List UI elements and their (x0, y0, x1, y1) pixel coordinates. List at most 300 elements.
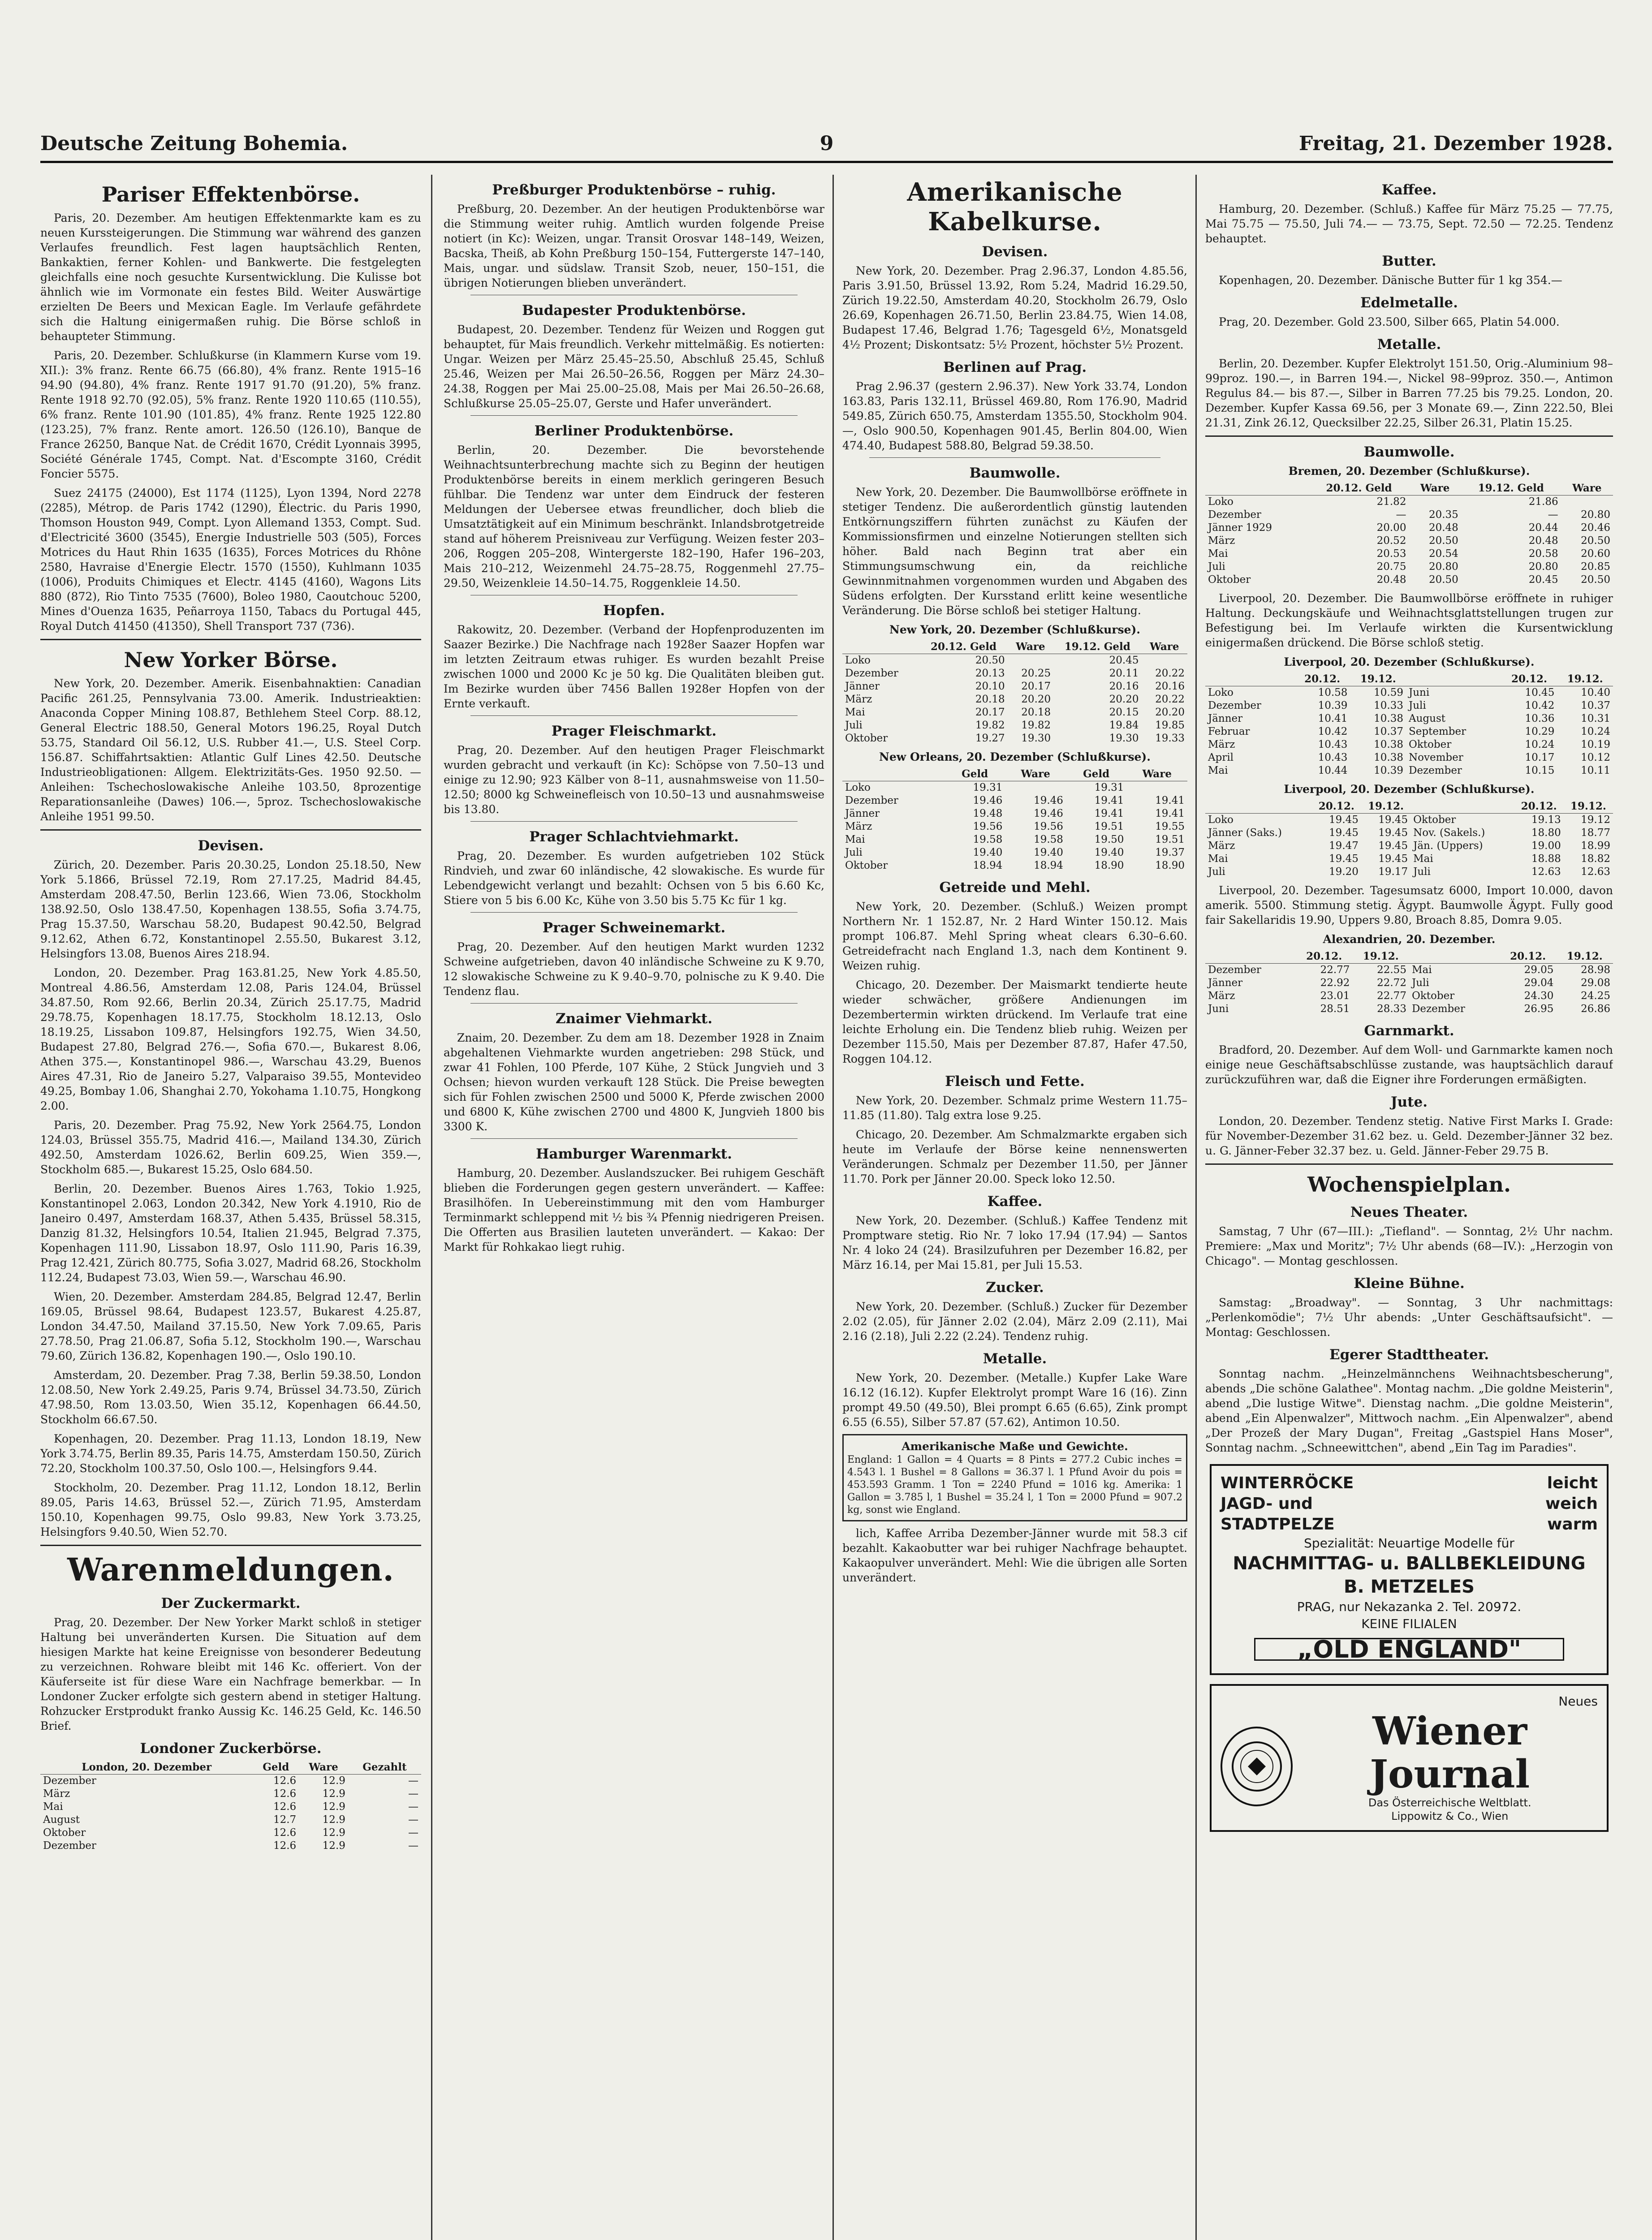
table-cell: 12.9 (322, 1827, 345, 1839)
table-cell: Jänner 1929 (1208, 522, 1272, 534)
article-paragraph: Prag, 20. Dezember. Auf den heutigen Markt wurden 1232 Schweine aufgetrieben, davon 40 inländische Schweine zu K 9.70, 12 slowakische Schweine zu K 9.40–9.70, polnische zu K 9.40. Die Tendenz flau. (444, 940, 824, 998)
liverpool-egypt-table-body (1205, 814, 1613, 879)
table-cell: — (408, 1788, 418, 1800)
table-cell: 22.92 (1320, 977, 1350, 989)
table-cell: 19.51 (1155, 834, 1185, 845)
table-cell: 10.45 (1525, 687, 1555, 698)
table-row (1205, 521, 1613, 534)
journal-publisher: Lippowitz & Co., Wien (1391, 1810, 1509, 1822)
table-cell: 20.58 (1528, 548, 1558, 560)
table-cell: 18.94 (1034, 860, 1063, 871)
section-heading-baumwolle: Baumwolle. (1363, 444, 1455, 460)
table-header: London, 20. Dezember (40, 1760, 253, 1775)
table-cell: 10.11 (1581, 765, 1610, 776)
table-cell: 12.9 (322, 1788, 345, 1800)
section-heading-znaim: Znaimer Viehmarkt. (555, 1011, 713, 1027)
table-cell: Oktober (1413, 814, 1456, 826)
table-cell: — (408, 1827, 418, 1839)
table-cell: 10.29 (1525, 726, 1555, 737)
section-heading-berlin: Berliner Produktenbörse. (534, 423, 734, 439)
table-cell: Dezember (43, 1775, 96, 1787)
table-header: 20.12. Geld (1309, 481, 1409, 495)
table-row (1205, 964, 1613, 977)
table-row (1205, 573, 1613, 586)
table-cell: 26.95 (1524, 1003, 1554, 1015)
section-heading-baumwolle: Baumwolle. (969, 465, 1061, 481)
measures-text: England: 1 Gallon = 4 Quarts = 8 Pints = 277.2 Cubic inches = 4.543 l. 1 Bushel = 8 Gallons = 36.37 l. 1 Pfund Avoir du pois = 453.593 Gramm. 1 Ton = 2240 Pfund = 1016 kg. Amerika: 1 Gallon = 3.785 l, 1 Bushel = 35.24 l, 1 Ton = 2000 Pfund = 907.2 kg, sonst wie England. (847, 1454, 1182, 1516)
table-cell: Juli (1411, 977, 1429, 989)
table-cell: 19.45 (1378, 840, 1408, 852)
column-rule (431, 175, 432, 2240)
table-cell: 20.85 (1581, 561, 1610, 573)
table-cell: 20.52 (1376, 535, 1406, 547)
table-cell: 23.01 (1320, 990, 1350, 1002)
section-heading-pressburg: Preßburger Produktenbörse – ruhig. (492, 182, 776, 198)
table-cell: 19.46 (1034, 795, 1063, 806)
table-row (842, 693, 1187, 706)
ad-text: warm (1547, 1515, 1598, 1534)
table-header (842, 640, 919, 654)
table-cell: 19.41 (1094, 795, 1124, 806)
section-heading-waren: Warenmeldungen. (67, 1551, 394, 1588)
article-paragraph: Prag, 20. Dezember. Der New Yorker Markt schloß in stetiger Haltung bei unveränderten Kursen. Die Situation auf dem hiesigen Markte hat keine Ereignisse von besonderer Bedeutung zu verzeichnen. Rohware bleibt mit 146 Kc. offeriert. Von der Käuferseite ist für diese Ware ein Nachfrage bemerkbar. — In Londoner Zucker erfolgte sich gestern abend in stetiger Haltung. Rohzucker Erstprodukt franko Aussig Kc. 146.25 Geld, Kc. 146.50 Brief. (40, 1616, 421, 1732)
table-cell: 10.24 (1525, 739, 1555, 750)
table-caption: New York, 20. Dezember (Schlußkurse). (889, 623, 1140, 636)
advertisement-old-england (1210, 1464, 1609, 1675)
table-cell: 10.39 (1374, 765, 1403, 776)
article-paragraph: Hamburg, 20. Dezember. Auslandszucker. Bei ruhigem Geschäft blieben die Forderungen gegen gestern unverändert. — Kaffee: Brasilhöfen. In Uebereinstimmung mit den vom Hamburger Terminmarkt schleppend mit ½ bis ¾ Pfennig niedrigeren Preisen. Die Offerten aus Brasilien lauteten unverändert. — Kakao: Der Markt für Rohkakao liegt ruhig. (444, 1167, 824, 1254)
table-cell: 10.15 (1525, 765, 1555, 776)
table-cell: 18.88 (1531, 853, 1561, 865)
table-row (1205, 840, 1613, 853)
table-row (40, 1814, 421, 1826)
table-header: Ware (1126, 767, 1187, 781)
table-cell: 10.59 (1374, 687, 1403, 698)
table-cell: März (845, 694, 872, 705)
table-cell: 20.44 (1528, 522, 1558, 534)
table-row (842, 794, 1187, 807)
masthead (40, 132, 1613, 163)
table-row (842, 781, 1187, 795)
table-cell: Mai (845, 834, 865, 845)
table-cell: 20.50 (1581, 574, 1610, 586)
table-cell: Juni (1208, 1003, 1229, 1015)
table-cell: 19.13 (1531, 814, 1561, 826)
ad-address: PRAG, nur Nekazanka 2. Tel. 20972. (1297, 1599, 1522, 1614)
column-3 (842, 175, 1187, 2240)
table-cell: 19.40 (973, 847, 1003, 858)
section-heading-metalle: Metalle. (983, 1351, 1047, 1367)
table-header: 19.12. (1557, 672, 1613, 686)
table-header (1205, 481, 1309, 495)
table-header: Geld (945, 767, 1005, 781)
table-header: Geld (1066, 767, 1127, 781)
table-cell: 12.6 (273, 1801, 297, 1813)
table-cell: 18.90 (1155, 860, 1185, 871)
journal-subtitle: Das Österreichische Weltblatt. (1368, 1796, 1531, 1809)
article-paragraph: Prag, 20. Dezember. Gold 23.500, Silber 665, Platin 54.000. (1219, 315, 1560, 328)
section-heading-prag-fleisch: Prager Fleischmarkt. (551, 723, 717, 739)
table-cell: 12.6 (273, 1840, 297, 1852)
table-cell: 20.50 (1581, 535, 1610, 547)
table-row (1205, 712, 1613, 725)
section-heading-newyork: New Yorker Börse. (124, 648, 338, 672)
table-cell: 10.43 (1318, 752, 1348, 763)
table-cell: 22.77 (1320, 964, 1350, 976)
table-cell: 19.46 (1034, 808, 1063, 819)
article-paragraph: Liverpool, 20. Dezember. Tagesumsatz 6000, Import 10.000, davon amerik. 5500. Stimmung stetig. Ägypt. Baumwolle Ägypt. Fully good fair Sakellaridis 19.90, Uppers 9.80, Broach 8.85, Domra 9.05. (1205, 884, 1613, 926)
table-cell: 20.35 (1428, 509, 1458, 521)
table-cell: Loko (1208, 496, 1234, 508)
article-paragraph: lich, Kaffee Arriba Dezember-Jänner wurde mit 58.3 cif bezahlt. Kakaobutter war bei ruhiger Nachfrage behauptet. Kakaopulver unverändert. Mehl: Wie die übrigen alle Sorten unverändert. (842, 1527, 1187, 1584)
table-cell: 18.90 (1094, 860, 1124, 871)
table-row (1205, 560, 1613, 573)
section-heading-edelmetalle: Edelmetalle. (1360, 295, 1458, 311)
table-header: Gezahlt (348, 1760, 421, 1775)
table-cell: 19.85 (1155, 719, 1185, 731)
table-cell: 19.40 (1094, 847, 1124, 858)
table-cell: 20.17 (1021, 681, 1051, 692)
table-row (842, 706, 1187, 719)
table-row (842, 859, 1187, 872)
table-cell: Oktober (1208, 574, 1251, 586)
divider (40, 639, 421, 640)
section-heading-devisen: Devisen. (198, 838, 264, 854)
table-cell: Loko (1208, 687, 1234, 698)
table-cell: Jänner (Saks.) (1208, 827, 1282, 839)
ad-text: NACHMITTAG- u. BALLBEKLEIDUNG (1233, 1553, 1586, 1574)
table-cell: Loko (845, 655, 871, 666)
article-paragraph: Zürich, 20. Dezember. Paris 20.30.25, London 25.18.50, New York 5.1866, Brüssel 72.19, Rom 27.17.25, Madrid 84.45, Amsterdam 208.47.50, Berlin 123.66, Wien 73.06, Stockholm 138.92.50, Oslo 138.47.50, Kopenhagen 138.55, Sofia 3.74.75, Prag 15.37.50, Warschau 58.20, Budapest 90.42.50, Belgrad 9.12.62, Athen 6.72, Konstantinopel 2.55.50, Bukarest 3.12, Helsingfors 13.08, Buenos Aires 218.94. (40, 858, 421, 960)
table-cell: 10.39 (1318, 700, 1348, 711)
table-cell: 10.36 (1525, 713, 1555, 724)
table-cell: 19.58 (973, 834, 1003, 845)
section-heading-kabel: Amerikanische Kabelkurse. (907, 177, 1123, 237)
table-cell: 19.45 (1378, 827, 1408, 839)
table-header: Geld (253, 1760, 299, 1775)
table-cell: Oktober (1409, 739, 1452, 750)
table-row (842, 833, 1187, 846)
table-caption: Liverpool, 20. Dezember (Schlußkurse). (1284, 655, 1535, 668)
article-paragraph: Berlin, 20. Dezember. Kupfer Elektrolyt 151.50, Orig.-Aluminium 98–99proz. 190.—, in Barren 194.—, Nickel 98–99proz. 350.—, Antimon Regulus 84.— bis 87.—, Silber in Barren 77.25 bis 79.25. London, 20. Dezember. Kupfer Kassa 69.56, per 3 Monate 69.—, Zinn 222.50, Blei 21.31, Zink 26.12, Quecksilber 22.25, Silber 26.31, Platin 15.25. (1205, 357, 1613, 429)
table-cell: Dezember (1411, 1003, 1465, 1015)
table-cell: 18.80 (1531, 827, 1561, 839)
table-cell: 19.45 (1329, 827, 1359, 839)
table-cell: 19.12 (1581, 814, 1610, 826)
ad-text: Spezialität: Neuartige Modelle für (1304, 1536, 1514, 1551)
table-cell: 20.17 (975, 706, 1005, 718)
zucker-table (40, 1760, 421, 1852)
no-cotton-table (842, 767, 1187, 872)
table-cell: Juli (1208, 561, 1225, 573)
alexandria-table (1205, 949, 1613, 1016)
table-cell: 20.45 (1528, 574, 1558, 586)
table-cell: 10.37 (1374, 726, 1403, 737)
table-row (1205, 725, 1613, 738)
article-paragraph: New York, 20. Dezember. Amerik. Eisenbahnaktien: Canadian Pacific 261.25, Pennsylvania 73.00. Amerik. Industrieaktien: Anaconda Copper Mining 108.87, Bethlehem Steel Corp. 88.12, General Electric 188.50, General Motors 196.25, Royal Dutch 53.75, Standard Oil 56.12, U.S. Rubber 41.—, U.S. Steel Corp. 156.87. Schiffahrtsaktien: Atlantic Gulf Lines 42.50. Deutsche Industrieobligationen: Allgem. Elektrizitäts-Ges. 1950 92.50. — Anleihen: Tschechoslowakische Anleihe 103.50, 8prozentige Reparationsanleihe (Dawes) 106.—, 5proz. Tschechoslowakische Anleihe 1951 99.50. (40, 677, 421, 823)
table-row (40, 1788, 421, 1801)
table-cell: Mai (1208, 853, 1228, 865)
article-paragraph: Znaim, 20. Dezember. Zu dem am 18. Dezember 1928 in Znaim abgehaltenen Viehmarkte wurden angetrieben: 298 Stück, und zwar 41 Fohlen, 100 Pferde, 107 Kühe, 2 Stück Jungvieh und 3 Ochsen; hievon wurden verkauft 128 Stück. Die Preise bewegten sich für Fohlen zwischen 2500 und 5000 K, Pferde zwischen 2000 und 6800 K, Kühe zwischen 2700 und 4800 K, Jungvieh 1800 bis 3300 K. (444, 1031, 824, 1133)
table-cell: 22.77 (1377, 990, 1406, 1002)
ad-banner: „OLD ENGLAND" (1254, 1638, 1564, 1661)
table-row (1205, 977, 1613, 990)
table-cell: Dezember (1208, 700, 1261, 711)
table-cell: 20.11 (1109, 668, 1139, 679)
article-paragraph: Chicago, 20. Dezember. Am Schmalzmarkte ergaben sich heute im Verlaufe der Börse keine nennenswerten Veränderungen. Schmalz per Dezember 11.50, per Jänner 11.70. Pork per Jänner 20.00. Speck loko 12.50. (842, 1128, 1187, 1185)
table-cell: 12.7 (273, 1814, 297, 1826)
table-row (1205, 508, 1613, 521)
table-row (1205, 495, 1613, 509)
table-cell (1141, 654, 1187, 668)
section-heading-zucker: Der Zuckermarkt. (161, 1595, 301, 1611)
column-4 (1205, 175, 1613, 2240)
table-cell: 28.33 (1377, 1003, 1406, 1015)
table-cell: Jänner (1208, 713, 1243, 724)
article-paragraph: Stockholm, 20. Dezember. Prag 11.12, London 18.12, Berlin 89.05, Paris 14.63, Brüssel 52.—, Zürich 71.95, Amsterdam 150.10, Kopenhagen 99.75, Oslo 99.83, New York 3.73.25, Helsingfors 9.40.50, Wien 52.70. (40, 1481, 421, 1538)
article-paragraph: New York, 20. Dezember. Prag 2.96.37, London 4.85.56, Paris 3.91.50, Brüssel 13.92, Rom 5.24, Madrid 16.29.50, Zürich 19.22.50, Amsterdam 40.20, Stockholm 26.79, Oslo 26.69, Kopenhagen 26.71.50, Berlin 23.84.75, Wien 14.08, Budapest 17.46, Belgrad 1.76; Tagesgeld 6½, Monatsgeld 4½ Prozent; Diskontsatz: 5½ Prozent, höchster 5½ Prozent. (842, 264, 1187, 351)
table-row (1205, 699, 1613, 712)
section-heading-berlin-prag: Berlinen auf Prag. (943, 359, 1087, 375)
table-cell: 20.20 (1109, 694, 1139, 705)
table-row (842, 820, 1187, 833)
table-cell: 19.27 (975, 732, 1005, 744)
table-cell: 19.46 (973, 795, 1003, 806)
table-cell: 10.24 (1581, 726, 1610, 737)
table-cell: 19.55 (1155, 821, 1185, 832)
measures-box (842, 1434, 1187, 1521)
table-row (40, 1801, 421, 1814)
table-row (1205, 990, 1613, 1003)
article-paragraph: Budapest, 20. Dezember. Tendenz für Weizen und Roggen gut behauptet, für Mais freundlich. Verkehr mittelmäßig. Es notierten: Ungar. Weizen per März 25.45–25.50, Abschluß 25.45, Schluß 25.46, Weizen per Mai 26.50–26.56, Roggen per März 24.30–24.38, Roggen per Mai 25.00–25.08, Mais per Mai 26.50–26.68, Schlußkurse 25.05–25.07, Gerste und Hafer unverändert. (444, 323, 824, 410)
table-cell: Juli (845, 847, 863, 858)
table-header (1410, 799, 1514, 814)
table-row (842, 680, 1187, 693)
table-cell: 20.00 (1376, 522, 1406, 534)
measures-title: Amerikanische Maße und Gewichte. (901, 1440, 1128, 1453)
table-cell: 20.50 (975, 655, 1005, 666)
table-row (1205, 814, 1613, 827)
ny-cotton-table (842, 640, 1187, 745)
table-header: 19.12. (1564, 799, 1613, 814)
table-cell: Mai (1413, 853, 1433, 865)
section-heading-metalle: Metalle. (1377, 336, 1441, 353)
column-rule (1195, 175, 1197, 2240)
table-cell: 22.72 (1377, 977, 1406, 989)
table-cell: 18.99 (1581, 840, 1610, 852)
table-cell: 19.31 (1094, 782, 1124, 793)
table-header: 20.12. (1500, 949, 1557, 964)
table-cell: Oktober (845, 732, 888, 744)
table-cell: Oktober (845, 860, 888, 871)
table-cell: 19.47 (1329, 840, 1359, 852)
table-cell: 10.42 (1318, 726, 1348, 737)
table-row (1205, 534, 1613, 547)
table-cell: 10.12 (1581, 752, 1610, 763)
section-heading-wochenspielplan: Wochenspielplan. (1307, 1172, 1511, 1197)
table-row (1205, 827, 1613, 840)
table-cell: 12.9 (322, 1814, 345, 1826)
table-cell: Dezember (845, 668, 898, 679)
article-paragraph: Suez 24175 (24000), Est 1174 (1125), Lyon 1394, Nord 2278 (2285), Métrop. de Paris 1742 (1290), Électric. du Paris 1990, Thomson Houston 949, Compt. Lyon Allemand 1353, Compt. Sud. d'Electricité 3600 (3545), Energie Industrielle 503 (505), Forces Motrices du Haut Rhin 1635 (1635), Forces Motrices du Rhône 2580, Havraise d'Energie Electr. 1570 (1550), Kuhlmann 1035 (1006), Produits Chimiques et Electr. 4145 (4160), Wagons Lits 880 (872), Rio Tinto 7535 (7600), Boleo 1980, Caoutchouc 5200, Mines d'Ouenza 1635, Peñarroya 1150, Tabacs du Portugal 445, Royal Dutch 41450 (41350), Shell Transport 737 (736). (40, 487, 421, 633)
table-row (842, 846, 1187, 859)
table-header (1205, 672, 1294, 686)
table-cell: Oktober (43, 1827, 86, 1839)
table-cell: 19.41 (1155, 808, 1185, 819)
section-heading-prag-schlacht: Prager Schlachtviehmarkt. (529, 829, 739, 845)
section-heading-kaffee: Kaffee. (1381, 182, 1437, 198)
table-cell: Mai (1208, 548, 1228, 560)
article-paragraph: New York, 20. Dezember. (Schluß.) Weizen prompt Northern Nr. 1 152.87, Nr. 2 Hard Winter 150.12. Mais prompt 106.87. Mehl Spring wheat clears 6.30–6.60. Getreidefracht nach England 1.3, nach dem Kontinent 9. Weizen ruhig. (842, 900, 1187, 972)
table-caption: Liverpool, 20. Dezember (Schlußkurse). (1284, 783, 1535, 796)
ad-text: JAGD- und (1221, 1495, 1313, 1513)
divider (470, 415, 798, 416)
table-cell: 10.37 (1581, 700, 1610, 711)
table-cell: — (1396, 509, 1406, 521)
table-row (1205, 686, 1613, 700)
article-paragraph: Liverpool, 20. Dezember. Die Baumwollbörse eröffnete in ruhiger Haltung. Deckungskäufe und Weihnachtsglattstellungen trugen zur Befestigung bei. Im Verlaufe wirkten die Kursentwicklung einigermaßen drückend. Die Börse schloß stetig. (1205, 592, 1613, 649)
ad-row (1221, 1473, 1598, 1494)
ad-text: leicht (1547, 1474, 1598, 1492)
table-cell: 20.48 (1376, 574, 1406, 586)
table-row (842, 654, 1187, 668)
liverpool-egypt-table (1205, 799, 1613, 879)
table-cell: 19.82 (1021, 719, 1051, 731)
table-row (1205, 1003, 1613, 1016)
section-heading-kaffee: Kaffee. (987, 1193, 1043, 1210)
table-cell: 19.56 (973, 821, 1003, 832)
table-cell: 19.58 (1034, 834, 1063, 845)
section-heading-butter: Butter. (1382, 253, 1436, 269)
table-cell: Februar (1208, 726, 1250, 737)
table-cell: Jänner (845, 681, 880, 692)
table-cell: August (1409, 713, 1446, 724)
article-paragraph: Prag 2.96.37 (gestern 2.96.37). New York 33.74, London 163.83, Paris 132.11, Brüssel 469.80, Rom 176.90, Madrid 549.85, Zürich 650.75, Amsterdam 1355.50, Stockholm 904.—, Oslo 900.50, Kopenhagen 901.45, Berlin 804.00, Wien 474.40, Budapest 588.80, Belgrad 59.38.50. (842, 380, 1187, 452)
article-paragraph: Wien, 20. Dezember. Amsterdam 284.85, Belgrad 12.47, Berlin 169.05, Brüssel 98.64, Budapest 123.57, Bukarest 4.25.87, London 34.47.50, Mailand 37.15.50, New York 7.09.65, Paris 27.78.50, Prag 21.06.87, Sofia 5.12, Stockholm 190.—, Warschau 79.60, Zürich 136.82, Kopenhagen 190.—, Oslo 190.10. (40, 1290, 421, 1362)
table-header (1205, 799, 1312, 814)
seal-icon (1221, 1727, 1293, 1806)
journal-title: Wiener Journal (1370, 1709, 1530, 1797)
table-header: Ware (1409, 481, 1461, 495)
table-cell: November (1409, 752, 1463, 763)
column-2 (444, 175, 824, 2240)
table-cell: 12.9 (322, 1775, 345, 1787)
table-header: 20.12. (1294, 672, 1350, 686)
table-cell: 20.50 (1428, 535, 1458, 547)
table-cell: Oktober (1411, 990, 1455, 1002)
divider (40, 1545, 421, 1546)
table-cell: 20.46 (1581, 522, 1610, 534)
divider (40, 829, 421, 831)
table-cell: 19.30 (1021, 732, 1051, 744)
table-cell: 26.86 (1581, 1003, 1610, 1015)
table-cell: — (408, 1840, 418, 1852)
table-cell: Mai (1208, 765, 1228, 776)
table-header (842, 767, 945, 781)
article-paragraph: Chicago, 20. Dezember. Der Maismarkt tendierte heute wieder schwächer, größere Andienungen im Dezembertermin wirkten drückend. Im Verlaufe trat eine leichte Erholung ein. Die Tendenz blieb ruhig. Weizen per Dezember 115.50, Mais per Dezember 87.87, Hafer 47.50, Roggen 104.12. (842, 978, 1187, 1065)
table-caption: New Orleans, 20. Dezember (Schlußkurse). (879, 750, 1151, 763)
table-cell: 19.17 (1378, 866, 1408, 878)
table-row (1205, 738, 1613, 751)
article-paragraph: London, 20. Dezember. Prag 163.81.25, New York 4.85.50, Montreal 4.86.56, Amsterdam 12.08, Paris 124.04, Brüssel 34.87.50, Rom 92.66, Berlin 20.34, Zürich 25.17.75, Madrid 29.78.75, Kopenhagen 18.17.75, Stockholm 18.12.13, Oslo 18.19.25, Lissabon 109.87, Helsingfors 192.75, Wien 34.50, Budapest 27.80, Belgrad 276.—, Sofia 670.—, Bukarest 8.06, Athen 375.—, Konstantinopel 986.—, Warschau 43.29, Buenos Aires 47.31, Rio de Janeiro 5.27, Valparaiso 39.55, Montevideo 49.25, Bombay 1.06, Shanghai 2.70, Yokohama 1.10.75, Hongkong 2.00. (40, 966, 421, 1112)
table-cell: Jänner (845, 808, 880, 819)
table-header (1205, 949, 1296, 964)
table-cell: 20.20 (1021, 694, 1051, 705)
table-cell: 19.45 (1329, 814, 1359, 826)
table-row (40, 1839, 421, 1852)
table-cell: 20.45 (1109, 655, 1139, 666)
table-row (1205, 547, 1613, 560)
table-cell: 29.08 (1581, 977, 1610, 989)
table-cell: 20.15 (1109, 706, 1139, 718)
table-cell: 21.86 (1528, 496, 1558, 508)
table-cell: Nov. (Sakels.) (1413, 827, 1485, 839)
ad-text: STADTPELZE (1221, 1515, 1335, 1534)
table-cell: 19.41 (1094, 808, 1124, 819)
table-cell: 12.9 (322, 1801, 345, 1813)
alexandria-table-body (1205, 964, 1613, 1016)
table-cell: 18.94 (973, 860, 1003, 871)
table-cell (1005, 781, 1066, 795)
table-cell: Loko (1208, 814, 1234, 826)
table-header: 19.12. (1556, 949, 1613, 964)
liverpool-table (1205, 672, 1613, 777)
table-cell: 29.05 (1524, 964, 1554, 976)
table-cell: 19.45 (1378, 853, 1408, 865)
table-cell: 19.00 (1531, 840, 1561, 852)
table-cell: 10.17 (1525, 752, 1555, 763)
table-cell: 19.48 (973, 808, 1003, 819)
table-cell: 20.75 (1376, 561, 1406, 573)
table-header: Ware (1008, 640, 1053, 654)
column-rule (832, 175, 834, 2240)
table-cell: 19.84 (1109, 719, 1139, 731)
table-cell: Dezember (1409, 765, 1462, 776)
divider (1205, 435, 1613, 437)
table-header: 19.12. (1352, 949, 1409, 964)
advertisement-wiener-journal (1210, 1684, 1609, 1832)
table-cell: 20.13 (975, 668, 1005, 679)
table-row (1205, 866, 1613, 879)
table-cell: 10.41 (1318, 713, 1348, 724)
section-heading-getreide: Getreide und Mehl. (939, 879, 1091, 896)
article-paragraph: New York, 20. Dezember. Die Baumwollbörse eröffnete in stetiger Tendenz. Die außerordentlich günstig lautenden Entkörnungsziffern führten zunächst zu Käufen der Kommissionsfirmen und einzelne Notierungen stellten sich höher. Bald nach Beginn trat aber ein Stimmungsumschwung ein, da reichliche Gewinnmitnahmen vorgenommen wurden und Abgaben des Südens erfolgten. Der Kursstand erlitt keine wesentliche Veränderung. Die Börse schloß bei stetiger Haltung. (842, 486, 1187, 617)
table-cell: 10.33 (1374, 700, 1403, 711)
table-cell: 10.58 (1318, 687, 1348, 698)
section-heading-devisen: Devisen. (982, 244, 1048, 260)
table-cell: Mai (43, 1801, 63, 1813)
section-heading-london-zucker: Londoner Zuckerbörse. (140, 1740, 322, 1757)
table-caption: Alexandrien, 20. Dezember. (1323, 933, 1496, 946)
ad-text: WINTERRÖCKE (1221, 1474, 1354, 1492)
divider (470, 1138, 798, 1139)
table-cell: Dezember (845, 795, 898, 806)
ad-row (1221, 1514, 1598, 1535)
table-cell: 20.22 (1155, 668, 1185, 679)
table-cell: Juli (1413, 866, 1431, 878)
table-cell: 20.18 (975, 694, 1005, 705)
section-heading-paris: Pariser Effektenbörse. (101, 182, 360, 207)
table-cell: 19.51 (1094, 821, 1124, 832)
table-cell: 20.54 (1428, 548, 1458, 560)
ny-cotton-table-body (842, 654, 1187, 745)
table-cell: März (1208, 840, 1235, 852)
table-cell: 10.43 (1318, 739, 1348, 750)
table-cell: 12.9 (322, 1840, 345, 1852)
table-cell: 19.41 (1155, 795, 1185, 806)
table-cell: Juni (1409, 687, 1430, 698)
table-cell: 20.16 (1109, 681, 1139, 692)
